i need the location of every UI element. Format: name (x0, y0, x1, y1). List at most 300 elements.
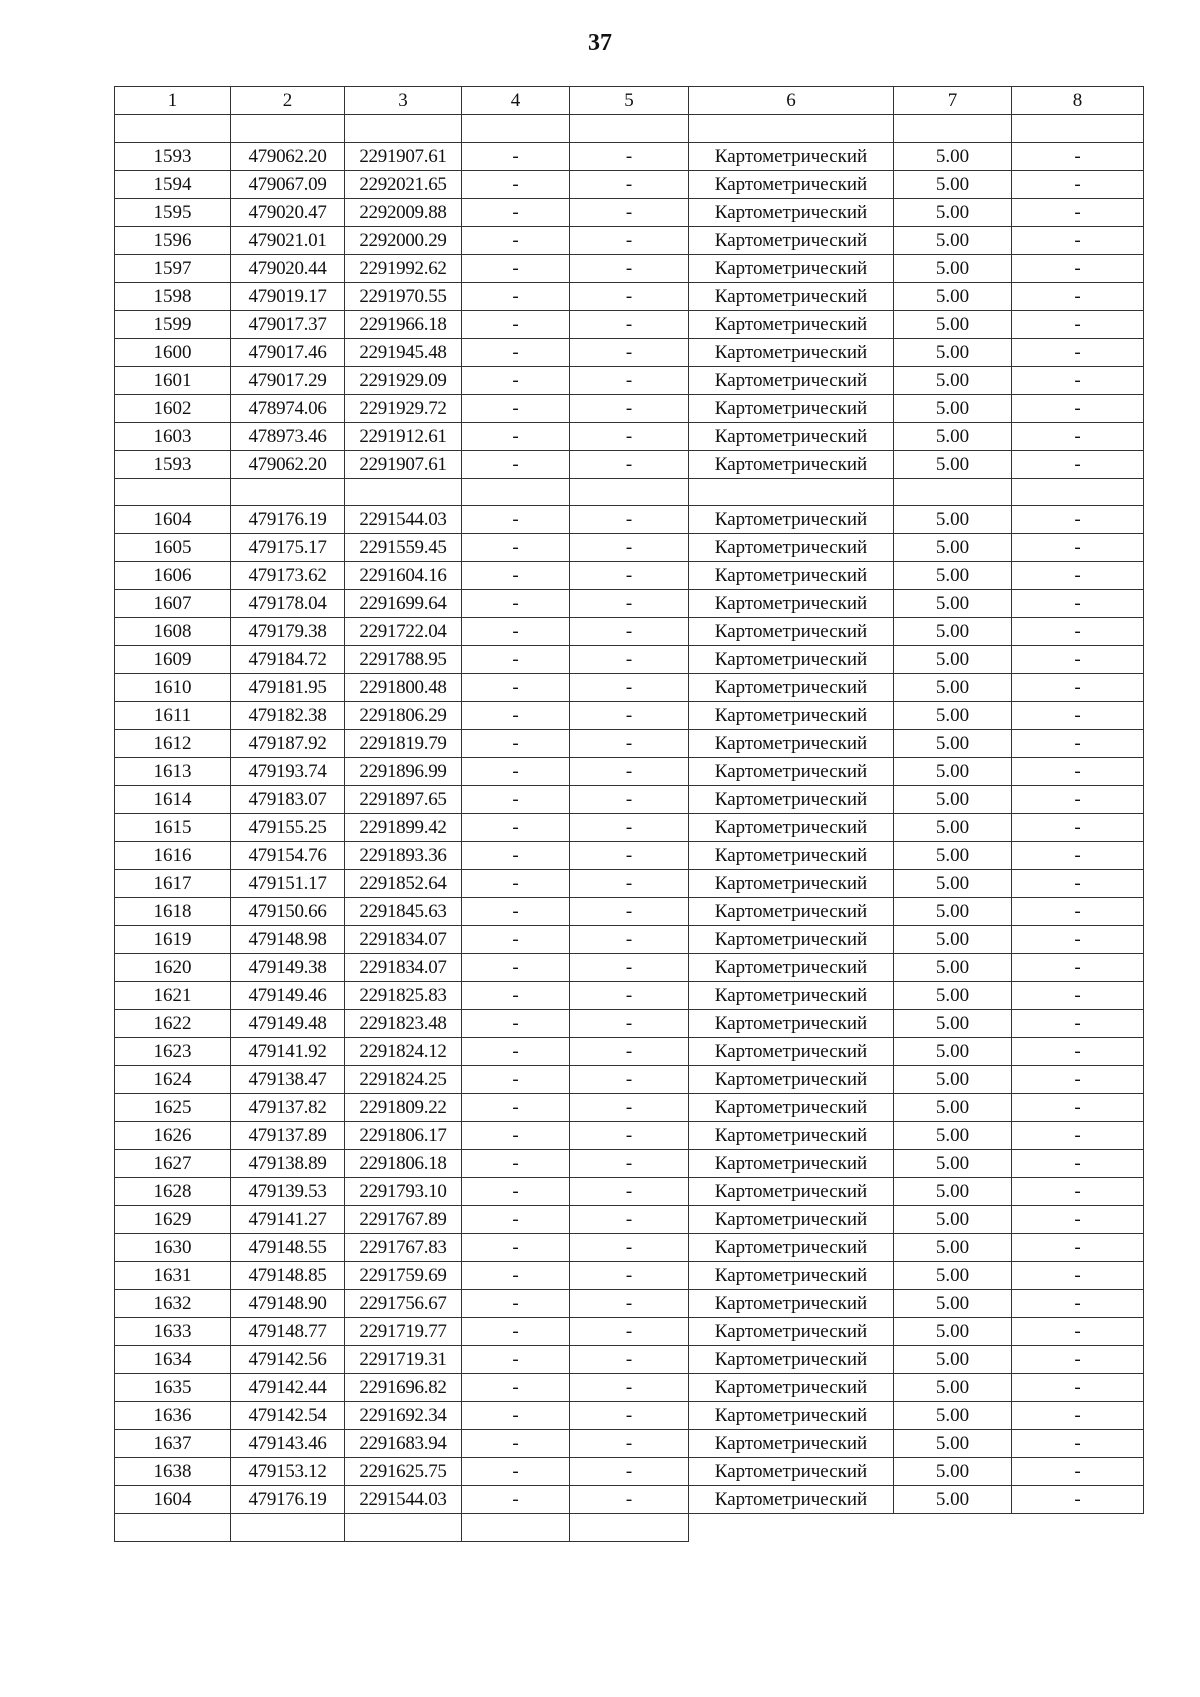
col-4-value-cell: - (462, 1458, 570, 1486)
accuracy-cell: 5.00 (894, 758, 1012, 786)
col-5-value-cell: - (570, 1234, 689, 1262)
col-4-value-cell: - (462, 954, 570, 982)
col-4-value-cell: - (462, 674, 570, 702)
point-number-cell: 1612 (115, 730, 231, 758)
coord-y-cell: 2291945.48 (345, 338, 462, 366)
table-row (115, 1402, 1144, 1430)
method-cell: Картометрический (689, 254, 894, 282)
coord-x-cell: 479141.92 (231, 1038, 345, 1066)
coord-y-cell: 2291699.64 (345, 590, 462, 618)
coord-x-cell: 479020.47 (231, 198, 345, 226)
point-number-cell: 1614 (115, 786, 231, 814)
accuracy-cell: 5.00 (894, 954, 1012, 982)
method-cell: Картометрический (689, 1290, 894, 1318)
col-4-value-cell: - (462, 422, 570, 450)
coord-x-cell: 479154.76 (231, 842, 345, 870)
method-cell: Картометрический (689, 562, 894, 590)
accuracy-cell: 5.00 (894, 198, 1012, 226)
coord-x-cell: 479017.29 (231, 366, 345, 394)
col-4-value-cell: - (462, 1150, 570, 1178)
group-spacer-row (115, 1514, 1144, 1542)
col-8-value-cell: - (1012, 1122, 1144, 1150)
table-row (115, 1122, 1144, 1150)
method-cell: Картометрический (689, 310, 894, 338)
col-5-value-cell: - (570, 394, 689, 422)
coord-x-cell: 479062.20 (231, 450, 345, 478)
accuracy-cell: 5.00 (894, 1206, 1012, 1234)
empty-cell (462, 1514, 570, 1542)
method-cell: Картометрический (689, 590, 894, 618)
table-row (115, 534, 1144, 562)
col-4-value-cell: - (462, 1122, 570, 1150)
point-number-cell: 1618 (115, 898, 231, 926)
method-cell: Картометрический (689, 870, 894, 898)
coord-y-cell: 2292021.65 (345, 170, 462, 198)
coord-y-cell: 2291899.42 (345, 814, 462, 842)
table-row (115, 1094, 1144, 1122)
table-row (115, 730, 1144, 758)
col-5-value-cell: - (570, 1430, 689, 1458)
method-cell: Картометрический (689, 198, 894, 226)
table-row (115, 1206, 1144, 1234)
table-row (115, 310, 1144, 338)
coord-y-cell: 2291824.12 (345, 1038, 462, 1066)
coord-y-cell: 2291834.07 (345, 926, 462, 954)
accuracy-cell: 5.00 (894, 282, 1012, 310)
col-4-value-cell: - (462, 870, 570, 898)
col-4-value-cell: - (462, 730, 570, 758)
method-cell: Картометрический (689, 1066, 894, 1094)
table-row (115, 1318, 1144, 1346)
coord-y-cell: 2291696.82 (345, 1374, 462, 1402)
col-4-value-cell: - (462, 506, 570, 534)
table-row (115, 506, 1144, 534)
table-row (115, 590, 1144, 618)
coord-y-cell: 2291544.03 (345, 1486, 462, 1514)
point-number-cell: 1638 (115, 1458, 231, 1486)
point-number-cell: 1620 (115, 954, 231, 982)
table-row (115, 842, 1144, 870)
point-number-cell: 1599 (115, 310, 231, 338)
table-row (115, 422, 1144, 450)
col-5-value-cell: - (570, 646, 689, 674)
column-number-4: 4 (462, 87, 570, 115)
col-8-value-cell: - (1012, 1346, 1144, 1374)
table-row (115, 1346, 1144, 1374)
col-8-value-cell: - (1012, 674, 1144, 702)
col-4-value-cell: - (462, 1402, 570, 1430)
col-5-value-cell: - (570, 1206, 689, 1234)
accuracy-cell: 5.00 (894, 982, 1012, 1010)
empty-cell (570, 1514, 689, 1542)
accuracy-cell: 5.00 (894, 814, 1012, 842)
coord-x-cell: 479148.98 (231, 926, 345, 954)
col-8-value-cell: - (1012, 590, 1144, 618)
table-row (115, 198, 1144, 226)
accuracy-cell: 5.00 (894, 618, 1012, 646)
accuracy-cell: 5.00 (894, 1094, 1012, 1122)
accuracy-cell: 5.00 (894, 422, 1012, 450)
point-number-cell: 1608 (115, 618, 231, 646)
coord-y-cell: 2291825.83 (345, 982, 462, 1010)
table-row (115, 1066, 1144, 1094)
col-8-value-cell: - (1012, 786, 1144, 814)
col-8-value-cell: - (1012, 1402, 1144, 1430)
point-number-cell: 1623 (115, 1038, 231, 1066)
table-row (115, 1010, 1144, 1038)
accuracy-cell: 5.00 (894, 730, 1012, 758)
col-4-value-cell: - (462, 1486, 570, 1514)
col-5-value-cell: - (570, 534, 689, 562)
col-8-value-cell: - (1012, 1234, 1144, 1262)
coord-y-cell: 2291625.75 (345, 1458, 462, 1486)
col-4-value-cell: - (462, 1094, 570, 1122)
coord-x-cell: 479019.17 (231, 282, 345, 310)
col-8-value-cell: - (1012, 1374, 1144, 1402)
method-cell: Картометрический (689, 534, 894, 562)
accuracy-cell: 5.00 (894, 366, 1012, 394)
coord-x-cell: 479137.89 (231, 1122, 345, 1150)
point-number-cell: 1601 (115, 366, 231, 394)
col-4-value-cell: - (462, 170, 570, 198)
col-8-value-cell: - (1012, 954, 1144, 982)
method-cell: Картометрический (689, 730, 894, 758)
point-number-cell: 1610 (115, 674, 231, 702)
column-number-1: 1 (115, 87, 231, 115)
method-cell: Картометрический (689, 1206, 894, 1234)
col-4-value-cell: - (462, 1206, 570, 1234)
table-row (115, 142, 1144, 170)
col-8-value-cell: - (1012, 758, 1144, 786)
col-5-value-cell: - (570, 506, 689, 534)
col-8-value-cell: - (1012, 310, 1144, 338)
coord-y-cell: 2291897.65 (345, 786, 462, 814)
method-cell: Картометрический (689, 450, 894, 478)
coord-x-cell: 479181.95 (231, 674, 345, 702)
method-cell: Картометрический (689, 1402, 894, 1430)
accuracy-cell: 5.00 (894, 170, 1012, 198)
accuracy-cell: 5.00 (894, 926, 1012, 954)
col-5-value-cell: - (570, 758, 689, 786)
column-number-row (115, 87, 1144, 115)
col-4-value-cell: - (462, 1430, 570, 1458)
coord-x-cell: 479155.25 (231, 814, 345, 842)
col-8-value-cell: - (1012, 842, 1144, 870)
col-8-value-cell: - (1012, 1430, 1144, 1458)
point-number-cell: 1607 (115, 590, 231, 618)
method-cell: Картометрический (689, 1458, 894, 1486)
coord-x-cell: 479193.74 (231, 758, 345, 786)
accuracy-cell: 5.00 (894, 1150, 1012, 1178)
coord-x-cell: 479183.07 (231, 786, 345, 814)
coord-x-cell: 479176.19 (231, 1486, 345, 1514)
empty-cell (894, 115, 1012, 143)
coord-x-cell: 479137.82 (231, 1094, 345, 1122)
point-number-cell: 1616 (115, 842, 231, 870)
accuracy-cell: 5.00 (894, 870, 1012, 898)
table-row (115, 954, 1144, 982)
col-8-value-cell: - (1012, 898, 1144, 926)
col-8-value-cell: - (1012, 1066, 1144, 1094)
coord-x-cell: 479017.37 (231, 310, 345, 338)
col-8-value-cell: - (1012, 366, 1144, 394)
point-number-cell: 1604 (115, 1486, 231, 1514)
point-number-cell: 1631 (115, 1262, 231, 1290)
col-4-value-cell: - (462, 590, 570, 618)
method-cell: Картометрический (689, 366, 894, 394)
empty-cell (1012, 478, 1144, 506)
col-5-value-cell: - (570, 450, 689, 478)
col-5-value-cell: - (570, 226, 689, 254)
col-8-value-cell: - (1012, 730, 1144, 758)
coord-x-cell: 479067.09 (231, 170, 345, 198)
table-row (115, 758, 1144, 786)
col-4-value-cell: - (462, 814, 570, 842)
point-number-cell: 1634 (115, 1346, 231, 1374)
coord-y-cell: 2291722.04 (345, 618, 462, 646)
coord-x-cell: 479138.47 (231, 1066, 345, 1094)
method-cell: Картометрический (689, 1094, 894, 1122)
coord-y-cell: 2291970.55 (345, 282, 462, 310)
table-row (115, 786, 1144, 814)
col-5-value-cell: - (570, 1178, 689, 1206)
accuracy-cell: 5.00 (894, 338, 1012, 366)
coord-y-cell: 2291824.25 (345, 1066, 462, 1094)
col-8-value-cell: - (1012, 338, 1144, 366)
accuracy-cell: 5.00 (894, 1430, 1012, 1458)
coord-x-cell: 479142.44 (231, 1374, 345, 1402)
col-8-value-cell: - (1012, 394, 1144, 422)
col-8-value-cell: - (1012, 534, 1144, 562)
point-number-cell: 1596 (115, 226, 231, 254)
col-4-value-cell: - (462, 1066, 570, 1094)
col-8-value-cell: - (1012, 198, 1144, 226)
col-4-value-cell: - (462, 282, 570, 310)
point-number-cell: 1622 (115, 1010, 231, 1038)
accuracy-cell: 5.00 (894, 1402, 1012, 1430)
point-number-cell: 1605 (115, 534, 231, 562)
point-number-cell: 1625 (115, 1094, 231, 1122)
col-5-value-cell: - (570, 1010, 689, 1038)
column-number-2: 2 (231, 87, 345, 115)
col-4-value-cell: - (462, 1010, 570, 1038)
point-number-cell: 1597 (115, 254, 231, 282)
point-number-cell: 1635 (115, 1374, 231, 1402)
col-5-value-cell: - (570, 1458, 689, 1486)
table-row (115, 226, 1144, 254)
method-cell: Картометрический (689, 1346, 894, 1374)
table-row (115, 1290, 1144, 1318)
col-5-value-cell: - (570, 422, 689, 450)
coord-x-cell: 479148.85 (231, 1262, 345, 1290)
coord-y-cell: 2291834.07 (345, 954, 462, 982)
coord-y-cell: 2291893.36 (345, 842, 462, 870)
column-number-3: 3 (345, 87, 462, 115)
col-4-value-cell: - (462, 226, 570, 254)
method-cell: Картометрический (689, 786, 894, 814)
accuracy-cell: 5.00 (894, 786, 1012, 814)
table-row (115, 982, 1144, 1010)
accuracy-cell: 5.00 (894, 1178, 1012, 1206)
coord-x-cell: 479149.48 (231, 1010, 345, 1038)
col-4-value-cell: - (462, 1290, 570, 1318)
col-8-value-cell: - (1012, 1010, 1144, 1038)
point-number-cell: 1611 (115, 702, 231, 730)
point-number-cell: 1632 (115, 1290, 231, 1318)
point-number-cell: 1603 (115, 422, 231, 450)
coord-y-cell: 2291544.03 (345, 506, 462, 534)
method-cell: Картометрический (689, 422, 894, 450)
col-4-value-cell: - (462, 394, 570, 422)
col-4-value-cell: - (462, 310, 570, 338)
point-number-cell: 1604 (115, 506, 231, 534)
point-number-cell: 1593 (115, 142, 231, 170)
col-4-value-cell: - (462, 198, 570, 226)
coord-y-cell: 2291929.09 (345, 366, 462, 394)
table-row (115, 1178, 1144, 1206)
col-4-value-cell: - (462, 1038, 570, 1066)
table-row (115, 618, 1144, 646)
col-4-value-cell: - (462, 898, 570, 926)
col-5-value-cell: - (570, 1262, 689, 1290)
col-5-value-cell: - (570, 618, 689, 646)
point-number-cell: 1594 (115, 170, 231, 198)
coord-x-cell: 479175.17 (231, 534, 345, 562)
point-number-cell: 1595 (115, 198, 231, 226)
col-8-value-cell: - (1012, 1094, 1144, 1122)
table-row (115, 1234, 1144, 1262)
accuracy-cell: 5.00 (894, 674, 1012, 702)
method-cell: Картометрический (689, 898, 894, 926)
accuracy-cell: 5.00 (894, 254, 1012, 282)
col-8-value-cell: - (1012, 1486, 1144, 1514)
coord-y-cell: 2291966.18 (345, 310, 462, 338)
method-cell: Картометрический (689, 1010, 894, 1038)
table-row (115, 870, 1144, 898)
empty-cell (689, 115, 894, 143)
col-4-value-cell: - (462, 786, 570, 814)
accuracy-cell: 5.00 (894, 842, 1012, 870)
col-5-value-cell: - (570, 1290, 689, 1318)
coord-x-cell: 479143.46 (231, 1430, 345, 1458)
col-5-value-cell: - (570, 198, 689, 226)
col-8-value-cell: - (1012, 1318, 1144, 1346)
empty-cell (115, 478, 231, 506)
col-4-value-cell: - (462, 1318, 570, 1346)
table-row (115, 814, 1144, 842)
table-row (115, 702, 1144, 730)
coord-x-cell: 479148.77 (231, 1318, 345, 1346)
col-4-value-cell: - (462, 926, 570, 954)
method-cell: Картометрический (689, 1486, 894, 1514)
col-5-value-cell: - (570, 1066, 689, 1094)
col-8-value-cell: - (1012, 1262, 1144, 1290)
col-5-value-cell: - (570, 282, 689, 310)
col-8-value-cell: - (1012, 422, 1144, 450)
coord-y-cell: 2291683.94 (345, 1430, 462, 1458)
col-4-value-cell: - (462, 366, 570, 394)
point-number-cell: 1617 (115, 870, 231, 898)
table-row (115, 1430, 1144, 1458)
col-8-value-cell: - (1012, 1150, 1144, 1178)
col-4-value-cell: - (462, 142, 570, 170)
table-row (115, 1150, 1144, 1178)
col-5-value-cell: - (570, 590, 689, 618)
coord-x-cell: 479139.53 (231, 1178, 345, 1206)
point-number-cell: 1636 (115, 1402, 231, 1430)
coord-x-cell: 479149.38 (231, 954, 345, 982)
col-5-value-cell: - (570, 730, 689, 758)
table-row (115, 1262, 1144, 1290)
page-number: 37 (588, 30, 612, 56)
col-5-value-cell: - (570, 898, 689, 926)
method-cell: Картометрический (689, 1374, 894, 1402)
method-cell: Картометрический (689, 1318, 894, 1346)
empty-cell (894, 1514, 1012, 1542)
method-cell: Картометрический (689, 814, 894, 842)
col-5-value-cell: - (570, 1038, 689, 1066)
col-5-value-cell: - (570, 1150, 689, 1178)
coord-y-cell: 2291806.18 (345, 1150, 462, 1178)
coord-x-cell: 479173.62 (231, 562, 345, 590)
method-cell: Картометрический (689, 1262, 894, 1290)
coord-y-cell: 2291800.48 (345, 674, 462, 702)
method-cell: Картометрический (689, 338, 894, 366)
coord-x-cell: 479151.17 (231, 870, 345, 898)
coord-x-cell: 479138.89 (231, 1150, 345, 1178)
coord-y-cell: 2291992.62 (345, 254, 462, 282)
empty-cell (115, 1514, 231, 1542)
coord-y-cell: 2291719.77 (345, 1318, 462, 1346)
point-number-cell: 1627 (115, 1150, 231, 1178)
col-8-value-cell: - (1012, 254, 1144, 282)
coord-y-cell: 2291809.22 (345, 1094, 462, 1122)
method-cell: Картометрический (689, 506, 894, 534)
col-5-value-cell: - (570, 814, 689, 842)
point-number-cell: 1628 (115, 1178, 231, 1206)
col-5-value-cell: - (570, 1094, 689, 1122)
col-8-value-cell: - (1012, 282, 1144, 310)
col-8-value-cell: - (1012, 506, 1144, 534)
column-number-5: 5 (570, 87, 689, 115)
coord-x-cell: 479148.55 (231, 1234, 345, 1262)
col-8-value-cell: - (1012, 982, 1144, 1010)
col-4-value-cell: - (462, 450, 570, 478)
col-5-value-cell: - (570, 954, 689, 982)
point-number-cell: 1621 (115, 982, 231, 1010)
col-4-value-cell: - (462, 702, 570, 730)
coord-y-cell: 2291788.95 (345, 646, 462, 674)
col-5-value-cell: - (570, 170, 689, 198)
col-5-value-cell: - (570, 674, 689, 702)
point-number-cell: 1602 (115, 394, 231, 422)
accuracy-cell: 5.00 (894, 142, 1012, 170)
coord-x-cell: 479182.38 (231, 702, 345, 730)
coord-x-cell: 479142.56 (231, 1346, 345, 1374)
accuracy-cell: 5.00 (894, 562, 1012, 590)
accuracy-cell: 5.00 (894, 226, 1012, 254)
method-cell: Картометрический (689, 982, 894, 1010)
empty-cell (689, 1514, 894, 1542)
coord-y-cell: 2291719.31 (345, 1346, 462, 1374)
table-row (115, 366, 1144, 394)
col-8-value-cell: - (1012, 814, 1144, 842)
coord-x-cell: 479150.66 (231, 898, 345, 926)
col-4-value-cell: - (462, 1262, 570, 1290)
coord-y-cell: 2291929.72 (345, 394, 462, 422)
coord-x-cell: 479148.90 (231, 1290, 345, 1318)
col-4-value-cell: - (462, 254, 570, 282)
